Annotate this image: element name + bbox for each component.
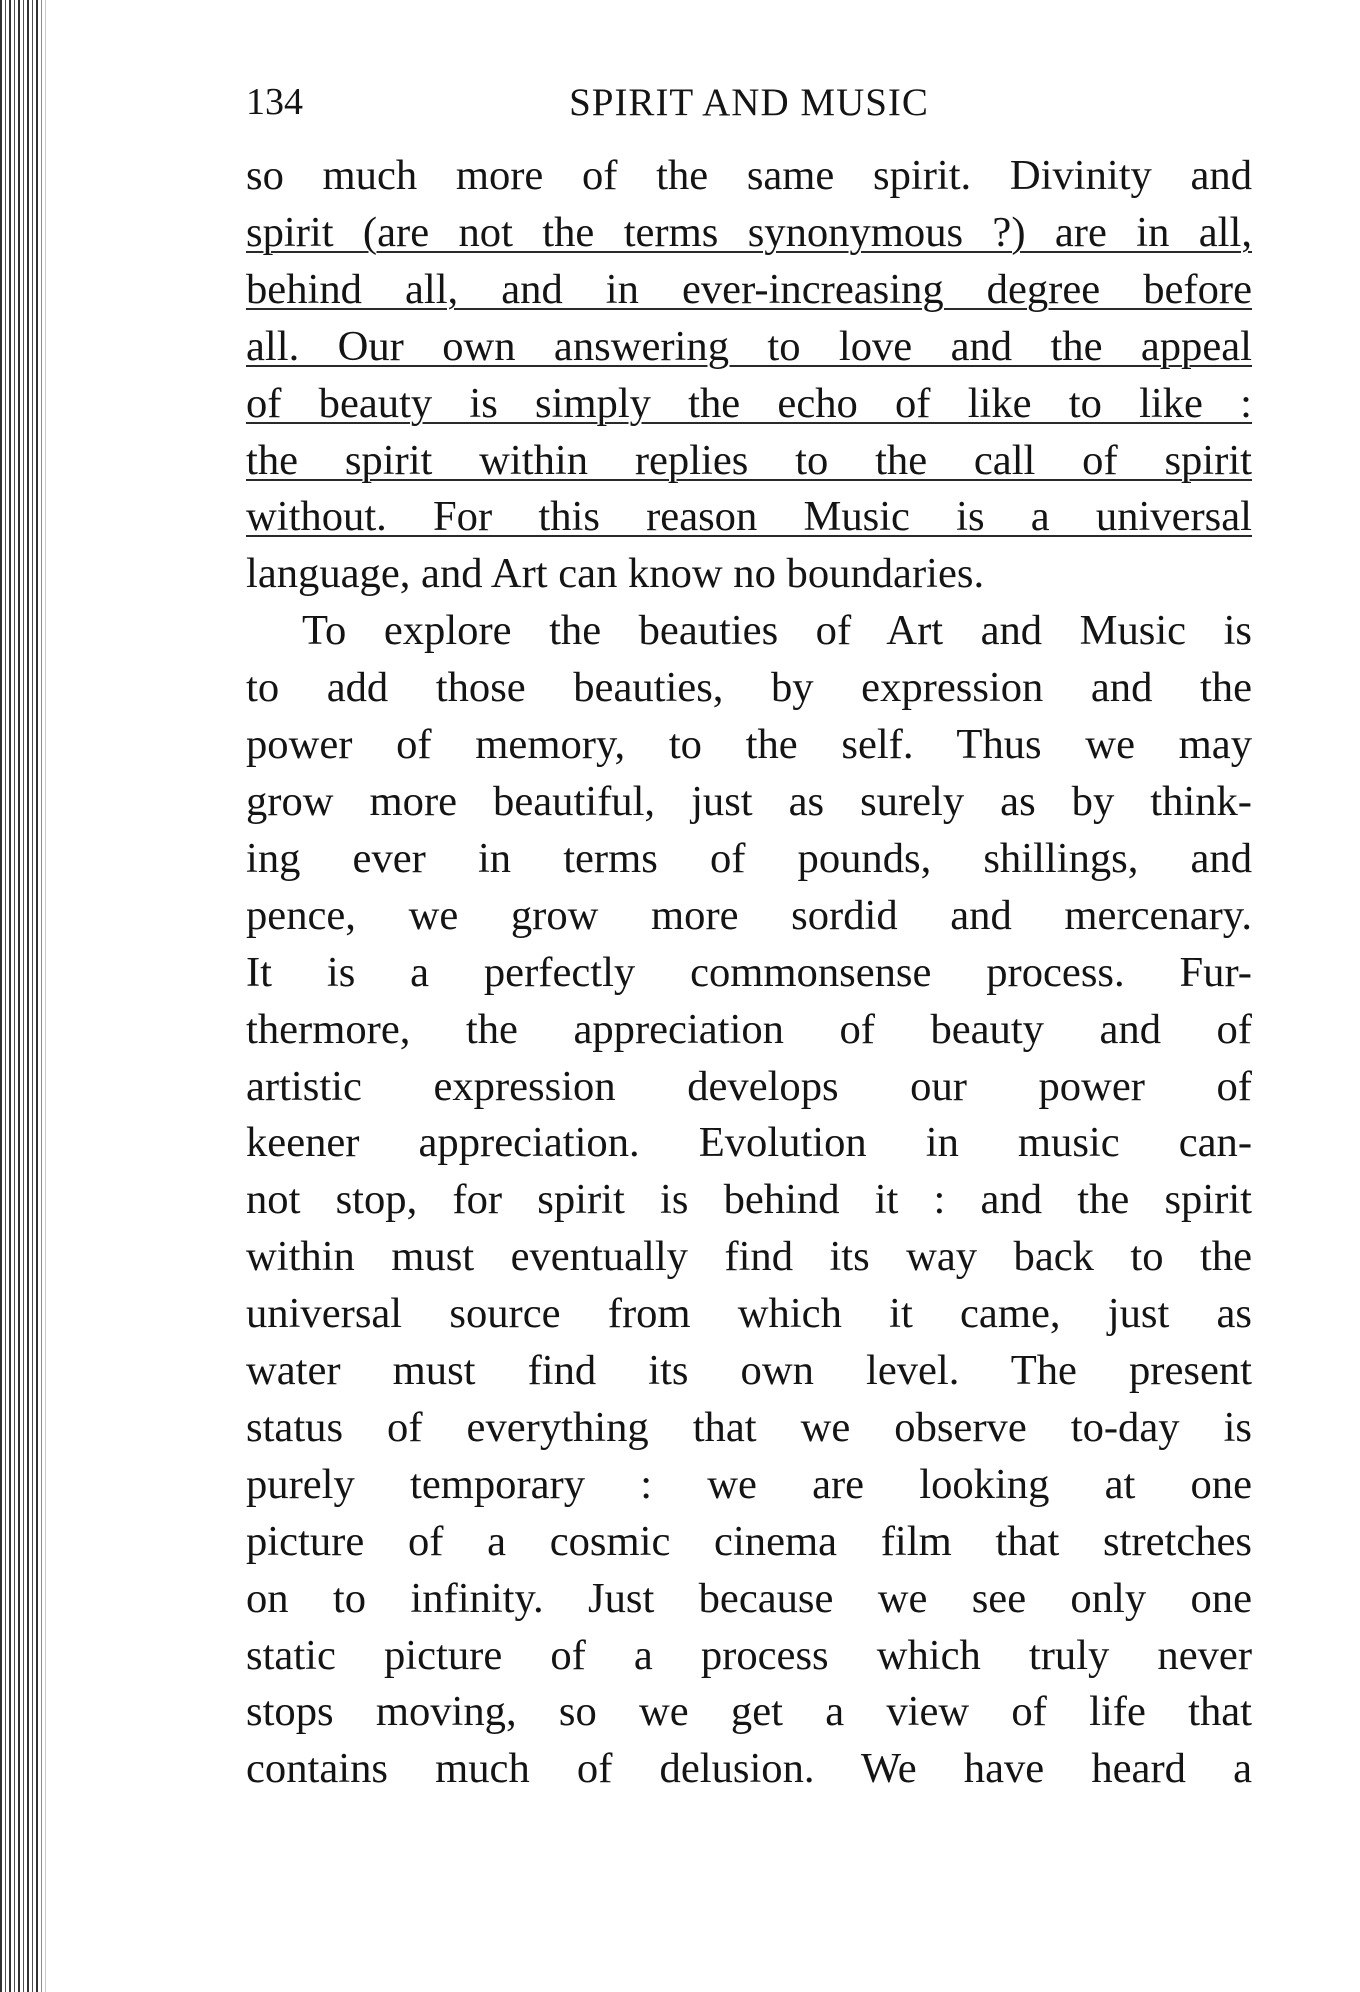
text-line: not stop, for spirit is behind it : and the spirit [246,1176,1252,1224]
text-line: water must find its own level. The present [246,1347,1252,1395]
page-number: 134 [246,81,303,123]
text-line: language, and Art can know no boundaries. [246,550,985,598]
underlined-text-line: behind all, and in ever-increasing degree before [246,265,1252,313]
text-line: To explore the beauties of Art and Music is [302,607,1252,655]
paragraph-2 [246,603,1252,1798]
running-head [246,72,1252,138]
underlined-text-line: without. For this reason Music is a universal [246,493,1252,541]
underlined-text-line: spirit (are not the terms synonymous ?) are in all, [246,208,1252,256]
text-line: power of memory, to the self. Thus we may [246,721,1252,769]
text-line: static picture of a process which truly never [246,1631,1252,1679]
underlined-text-line: all. Our own answering to love and the appeal [246,322,1252,370]
text-line: stops moving, so we get a view of life that [246,1688,1252,1736]
underlined-text-line: of beauty is simply the echo of like to like : [246,379,1252,427]
text-line: status of everything that we observe to-day is [246,1403,1252,1451]
book-page [246,72,1252,1798]
text-line: universal source from which it came, just as [246,1290,1252,1338]
binding-shadow [38,0,48,1992]
text-line: thermore, the appreciation of beauty and of [246,1005,1252,1053]
text-line: so much more of the same spirit. Divinity and [246,152,1252,199]
text-line: purely temporary : we are looking at one [246,1460,1252,1508]
text-line: picture of a cosmic cinema film that stretches [246,1517,1252,1565]
text-line: contains much of delusion. We have heard a [246,1745,1252,1793]
text-line: to add those beauties, by expression and the [246,664,1252,712]
underlined-text-line: the spirit within replies to the call of spirit [246,436,1252,484]
text-line: pence, we grow more sordid and mercenary. [246,891,1252,939]
text-line: ing ever in terms of pounds, shillings, and [246,834,1252,882]
body-text [246,148,1252,1798]
running-title: SPIRIT AND MUSIC [569,81,929,124]
text-line: grow more beautiful, just as surely as by think- [246,777,1252,825]
text-line: within must eventually find its way back to the [246,1233,1252,1281]
paragraph-1 [246,148,1252,603]
text-line: keener appreciation. Evolution in music can- [246,1119,1252,1167]
text-line: on to infinity. Just because we see only one [246,1574,1252,1622]
text-line: It is a perfectly commonsense process. Fur- [246,948,1252,996]
text-line: artistic expression develops our power of [246,1062,1252,1110]
